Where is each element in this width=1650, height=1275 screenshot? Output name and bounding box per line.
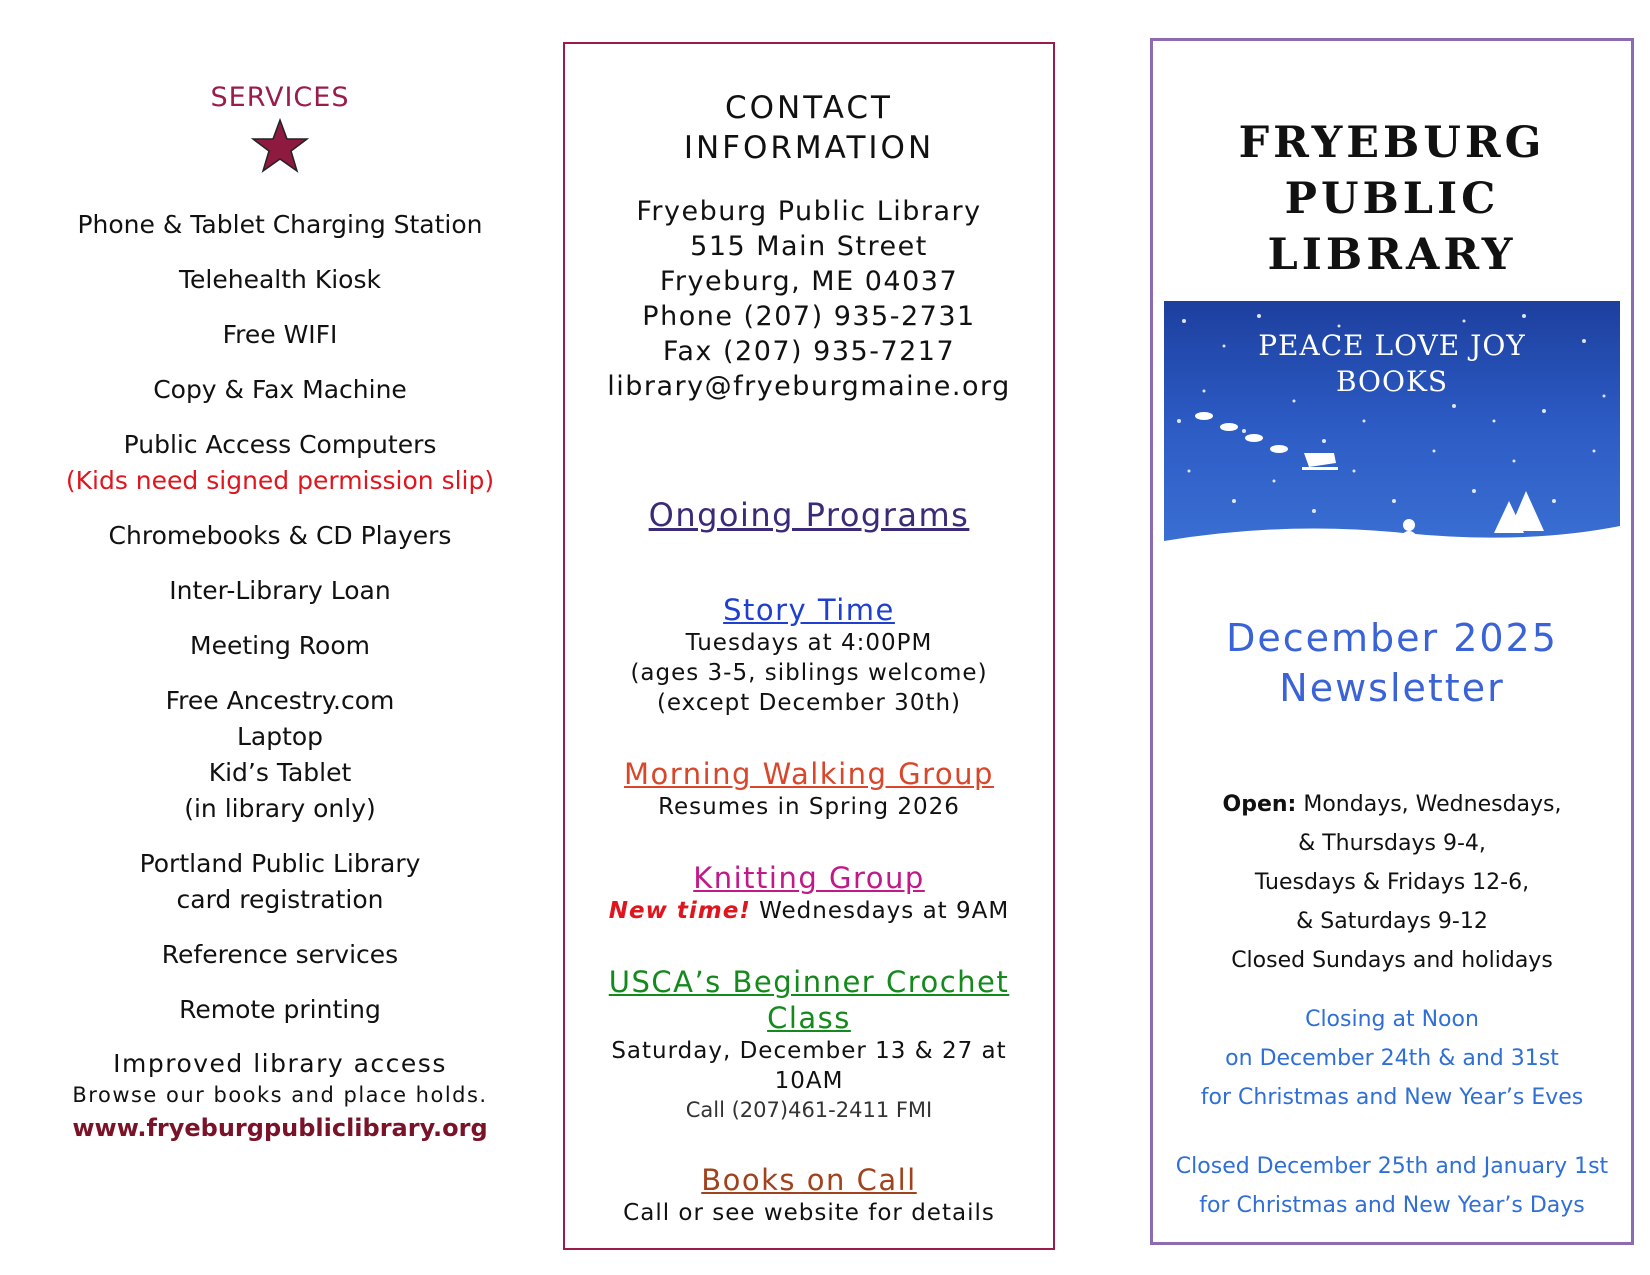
hours-line: & Thursdays 9-4, bbox=[1298, 831, 1486, 856]
service-item: Remote printing bbox=[179, 995, 381, 1024]
service-item: Inter-Library Loan bbox=[169, 576, 391, 605]
service-item: Telehealth Kiosk bbox=[179, 265, 381, 294]
computers-label: Public Access Computers bbox=[123, 430, 437, 459]
service-item: Phone & Tablet Charging Station bbox=[77, 210, 483, 239]
program-story-time bbox=[579, 592, 1039, 718]
banner-text: PEACE LOVE JOY bbox=[1258, 329, 1526, 362]
opening-hours bbox=[1163, 785, 1621, 980]
contact-panel bbox=[563, 42, 1055, 1250]
ancestry-line: Free Ancestry.com bbox=[165, 686, 395, 715]
programs-heading: Ongoing Programs bbox=[648, 496, 970, 534]
story-time-line: (except December 30th) bbox=[656, 690, 962, 716]
knitting-schedule: Wednesdays at 9AM bbox=[759, 898, 1010, 924]
newsletter-title-line: Newsletter bbox=[1279, 666, 1505, 710]
contact-street: 515 Main Street bbox=[690, 231, 928, 262]
ancestry-line: Laptop bbox=[236, 722, 324, 751]
hours-line: Tuesdays & Fridays 12-6, bbox=[1254, 870, 1530, 895]
access-title: Improved library access bbox=[113, 1049, 447, 1078]
story-time-line: Tuesdays at 4:00PM bbox=[685, 630, 933, 656]
books-on-call-title[interactable]: Books on Call bbox=[701, 1163, 917, 1197]
access-subtitle: Browse our books and place holds. bbox=[72, 1083, 488, 1107]
notice-line: Closing at Noon bbox=[1305, 1007, 1479, 1032]
ancestry-line: (in library only) bbox=[184, 794, 376, 823]
story-time-title[interactable]: Story Time bbox=[723, 593, 895, 627]
notice-line: for Christmas and New Year’s Days bbox=[1199, 1193, 1585, 1218]
contact-title-line: INFORMATION bbox=[683, 130, 935, 166]
contact-details bbox=[579, 194, 1039, 404]
service-item: Copy & Fax Machine bbox=[153, 375, 407, 404]
banner-text: BOOKS bbox=[1335, 365, 1449, 398]
permission-note: (Kids need signed permission slip) bbox=[65, 466, 495, 495]
notice-line: on December 24th & and 31st bbox=[1225, 1046, 1559, 1071]
service-item-ancestry bbox=[40, 683, 520, 827]
open-label: Open: bbox=[1222, 792, 1297, 817]
contact-city: Fryeburg, ME 04037 bbox=[659, 266, 959, 297]
cover-panel bbox=[1150, 38, 1634, 1245]
service-item: Meeting Room bbox=[190, 631, 370, 660]
services-panel bbox=[40, 60, 520, 1146]
services-title: SERVICES bbox=[210, 82, 350, 113]
program-walking bbox=[579, 756, 1039, 822]
library-name bbox=[1163, 115, 1621, 283]
knitting-group-line bbox=[579, 896, 1039, 926]
walking-group-line: Resumes in Spring 2026 bbox=[658, 794, 960, 820]
contact-fax: Fax (207) 935-7217 bbox=[662, 336, 956, 367]
contact-email[interactable]: library@fryeburgmaine.org bbox=[607, 371, 1011, 402]
service-item-portland bbox=[40, 846, 520, 918]
notice-line: for Christmas and New Year’s Eves bbox=[1200, 1085, 1584, 1110]
program-crochet bbox=[579, 964, 1039, 1124]
website-link[interactable]: www.fryeburgpubliclibrary.org bbox=[72, 1114, 488, 1142]
crochet-class-title[interactable]: USCA’s Beginner Crochet Class bbox=[608, 965, 1010, 1035]
contact-title-line: CONTACT bbox=[724, 90, 893, 126]
notice-line: Closed December 25th and January 1st bbox=[1175, 1154, 1609, 1179]
hours-line bbox=[1163, 785, 1621, 824]
service-item: Free WIFI bbox=[222, 320, 338, 349]
newsletter-title bbox=[1163, 613, 1621, 713]
service-item-computers bbox=[40, 427, 520, 499]
hours-line: & Saturdays 9-12 bbox=[1296, 909, 1488, 934]
story-time-line: (ages 3-5, siblings welcome) bbox=[630, 660, 988, 686]
library-name-line: LIBRARY bbox=[1267, 230, 1517, 280]
program-books-on-call bbox=[579, 1162, 1039, 1228]
closing-noon-notice bbox=[1163, 1000, 1621, 1117]
contact-name: Fryeburg Public Library bbox=[636, 196, 982, 227]
hours-first-line: Mondays, Wednesdays, bbox=[1303, 792, 1562, 817]
service-item: Reference services bbox=[161, 940, 399, 969]
new-time-badge: New time! bbox=[608, 898, 751, 924]
crochet-call: Call (207)461-2411 FMI bbox=[685, 1098, 933, 1122]
star-icon bbox=[250, 117, 310, 177]
closed-days-notice bbox=[1163, 1147, 1621, 1225]
ancestry-line: Kid’s Tablet bbox=[208, 758, 352, 787]
portland-line: Portland Public Library bbox=[139, 849, 421, 878]
knitting-group-title[interactable]: Knitting Group bbox=[693, 861, 925, 895]
contact-phone: Phone (207) 935-2731 bbox=[642, 301, 976, 332]
service-item: Chromebooks & CD Players bbox=[108, 521, 452, 550]
library-name-line: FRYEBURG bbox=[1238, 118, 1546, 168]
walking-group-title[interactable]: Morning Walking Group bbox=[624, 757, 994, 791]
newsletter-title-line: December 2025 bbox=[1226, 616, 1558, 660]
contact-title bbox=[579, 88, 1039, 168]
library-name-line: PUBLIC bbox=[1284, 174, 1500, 224]
books-on-call-line: Call or see website for details bbox=[623, 1200, 995, 1226]
winter-banner-image bbox=[1164, 301, 1620, 575]
crochet-schedule: Saturday, December 13 & 27 at 10AM bbox=[611, 1038, 1007, 1094]
program-knitting bbox=[579, 860, 1039, 926]
portland-line: card registration bbox=[176, 885, 384, 914]
hours-line: Closed Sundays and holidays bbox=[1231, 948, 1553, 973]
